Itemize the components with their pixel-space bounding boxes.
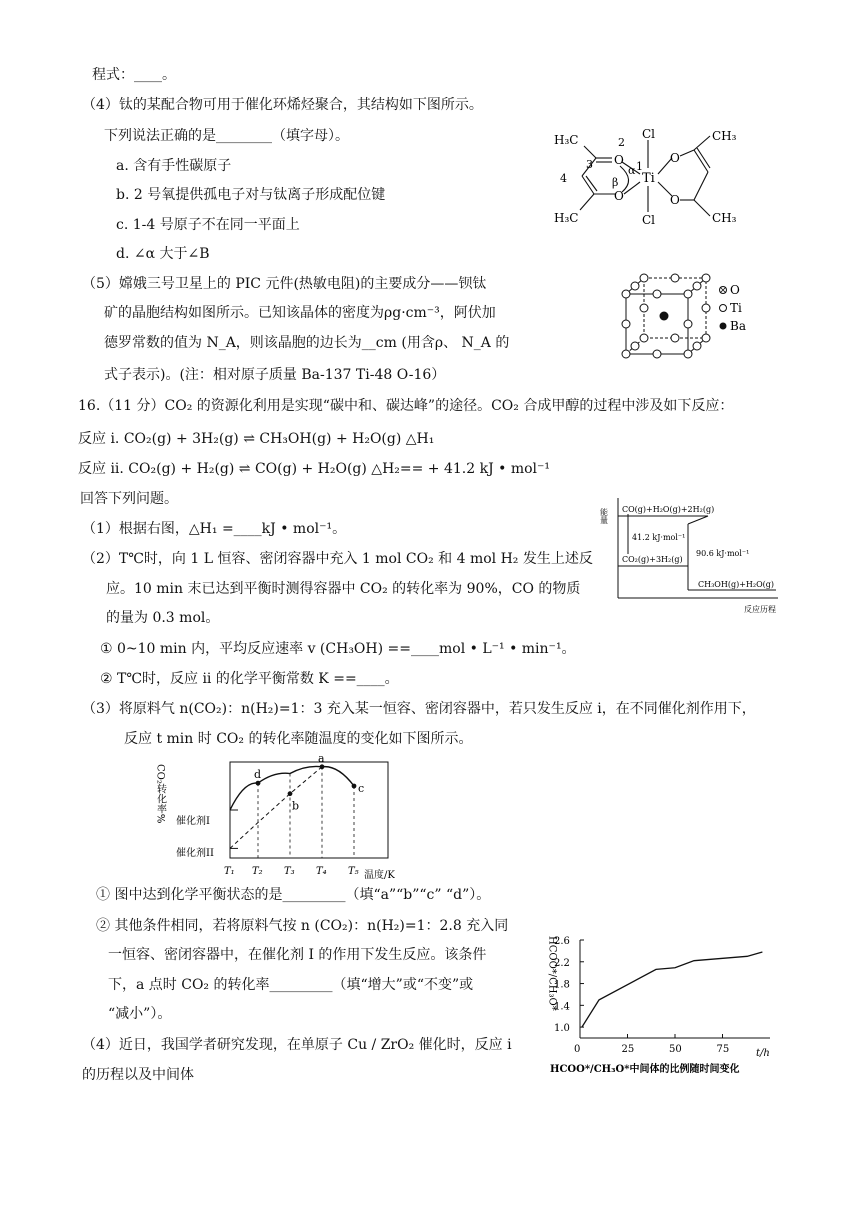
level-top-label: CO(g)+H₂O(g)+2H₂(g) [622, 505, 715, 514]
catalyst-2-label: 催化剂II [176, 848, 214, 859]
point-label: c [358, 782, 365, 795]
atom-number: 2 [618, 136, 625, 149]
question-16-title: 16.（11 分）CO₂ 的资源化利用是实现“碳中和、碳达峰”的途径。CO₂ 合成甲醇的过程中涉及如下反应： [78, 398, 734, 414]
x-tick-label: T₁ [224, 866, 235, 877]
x-axis-label: t/h [756, 1048, 770, 1059]
question-4-stem: （4）钛的某配合物可用于催化环烯烃聚合，其结构如下图所示。 [82, 97, 483, 113]
text-line: 的历程以及中间体 [82, 1067, 194, 1083]
text-line: 矿的晶胞结构如图所示。已知该晶体的密度为ρg·cm⁻³，阿伏加 [104, 305, 496, 321]
text-line: 应。10 min 末已达到平衡时测得容器中 CO₂ 的转化率为 90%，CO 的物质 [106, 581, 581, 597]
level-mid-label: CO₂(g)+3H₂(g) [622, 555, 683, 564]
option-a: a. 含有手性碳原子 [116, 158, 232, 174]
y-axis-label: HCOO*/CH₃O* [546, 936, 558, 1011]
y-axis-label: CO₂转化率% [154, 764, 166, 824]
x-tick-label: 50 [669, 1044, 682, 1055]
intermediate-ratio-chart [530, 928, 790, 1078]
question-16-1: （1）根据右图，△H₁ =____kJ • mol⁻¹。 [82, 521, 347, 537]
y-tick-label: 1.4 [554, 1001, 570, 1013]
question-16-4: （4）近日，我国学者研究发现，在单原子 Cu / ZrO₂ 催化时，反应 i [82, 1037, 512, 1053]
y-tick-label: 1.8 [554, 979, 570, 991]
chart-title: HCOO*/CH₃O*中间体的比例随时间变化 [550, 1064, 740, 1075]
barium-atom [660, 312, 669, 321]
text-line: 回答下列问题。 [80, 491, 178, 507]
question-16-2-2: ② T℃时，反应 ii 的化学平衡常数 K ==____。 [100, 671, 399, 687]
data-point-b [288, 791, 293, 796]
text-line: 下，a 点时 CO₂ 的转化率_________（填“增大”或“不变”或 [108, 977, 474, 993]
energy-gap-label: 41.2 kJ·mol⁻¹ [632, 533, 686, 542]
energy-diagram [598, 494, 788, 616]
text-line: 反应 t min 时 CO₂ 的转化率随温度的变化如下图所示。 [124, 731, 473, 747]
energy-gap-label: 90.6 kJ·mol⁻¹ [696, 549, 750, 558]
question-5-stem: （5）嫦娥三号卫星上的 PIC 元件(热敏电阻)的主要成分——钡钛 [82, 276, 487, 292]
question-16-3-2: ② 其他条件相同，若将原料气按 n (CO₂)：n(H₂)=1：2.8 充入同 [96, 918, 509, 934]
data-point-a [320, 764, 325, 769]
series-line-catalyst-2 [230, 767, 322, 849]
y-tick-label: 1.0 [554, 1023, 570, 1035]
oxygen-label: O [614, 189, 624, 203]
question-16-3-1: ① 图中达到化学平衡状态的是_________（填“a”“b”“c” “d”）。 [96, 887, 491, 903]
question-16-2: （2）T℃时，向 1 L 恒容、密闭容器中充入 1 mol CO₂ 和 4 mol H₂ 发生上述反 [82, 551, 593, 567]
methyl-label: H₃C [554, 211, 579, 225]
chlorine-label: Cl [642, 127, 656, 141]
series-line [582, 952, 763, 1027]
point-label: a [318, 754, 325, 765]
oxygen-label: O [614, 153, 624, 167]
angle-beta: β [612, 176, 619, 189]
x-axis-label: 温度/K [364, 870, 395, 881]
x-tick-label: T₂ [252, 866, 263, 877]
reaction-i: 反应 i. CO₂(g) + 3H₂(g) ⇌ CH₃OH(g) + H₂O(g) △H₁ [78, 431, 435, 447]
legend-barium: Ba [730, 319, 746, 333]
x-tick-label: 75 [716, 1044, 730, 1055]
methyl-label: H₃C [554, 133, 579, 147]
text-line: 式子表示)。(注：相对原子质量 Ba-137 Ti-48 O-16） [104, 367, 446, 383]
question-16-3: （3）将原料气 n(CO₂)：n(H₂)=1：3 充入某一恒容、密闭容器中，若只发生反应 i，在不同催化剂作用下， [82, 701, 756, 717]
y-tick-label: 2.2 [554, 957, 570, 969]
x-tick-label: 0 [574, 1044, 581, 1055]
legend-titanium: Ti [730, 301, 742, 315]
x-tick-label: T₄ [316, 866, 327, 877]
chlorine-label: Cl [642, 213, 656, 227]
option-d: d. ∠α 大于∠B [116, 246, 210, 262]
x-tick-label: T₃ [284, 866, 295, 877]
question-16-2-1: ① 0~10 min 内，平均反应速率 v (CH₃OH) ==____mol • L⁻¹ • min⁻¹。 [100, 641, 576, 657]
ti-complex-structure [548, 124, 748, 234]
x-tick-label: 25 [621, 1044, 635, 1055]
atom-number: 4 [560, 172, 567, 185]
barium-titanate-unit-cell [612, 268, 782, 368]
energy-axis-label: 能量 [599, 508, 609, 524]
oxygen-label: O [670, 151, 680, 165]
titanium-label: Ti [642, 171, 655, 186]
text-line: 的量为 0.3 mol。 [106, 610, 220, 626]
atom-number: 3 [586, 158, 593, 171]
point-label: b [292, 799, 300, 813]
text-line: 程式：____。 [92, 67, 176, 83]
progress-axis-label: 反应历程 [744, 605, 776, 614]
angle-alpha: α [628, 164, 636, 177]
reaction-ii: 反应 ii. CO₂(g) + H₂(g) ⇌ CO(g) + H₂O(g) △H₂== + 41.2 kJ • mol⁻¹ [78, 461, 551, 477]
catalyst-1-label: 催化剂I [176, 816, 210, 827]
atom-number: 1 [636, 160, 643, 173]
level-bottom-label: CH₃OH(g)+H₂O(g) [698, 580, 775, 589]
oxygen-label: O [670, 193, 680, 207]
data-point-c [352, 784, 357, 789]
text-line: “减小”）。 [108, 1006, 172, 1022]
conversion-vs-temperature-chart [150, 754, 410, 884]
text-line: 下列说法正确的是________（填字母）。 [104, 128, 349, 144]
methyl-label: CH₃ [712, 211, 737, 225]
point-label: d [254, 768, 262, 782]
legend-oxygen: O [730, 283, 740, 297]
text-line: 一恒容、密闭容器中，在催化剂 I 的作用下发生反应。该条件 [108, 947, 487, 963]
methyl-label: CH₃ [712, 129, 737, 143]
y-tick-label: 2.6 [554, 936, 570, 947]
text-line: 德罗常数的值为 N_A，则该晶胞的边长为__cm (用含ρ、 N_A 的 [104, 335, 510, 351]
data-point-d [256, 781, 261, 786]
option-c: c. 1-4 号原子不在同一平面上 [116, 217, 300, 233]
option-b: b. 2 号氧提供孤电子对与钛离子形成配位键 [116, 187, 386, 203]
x-tick-label: T₅ [348, 866, 359, 877]
